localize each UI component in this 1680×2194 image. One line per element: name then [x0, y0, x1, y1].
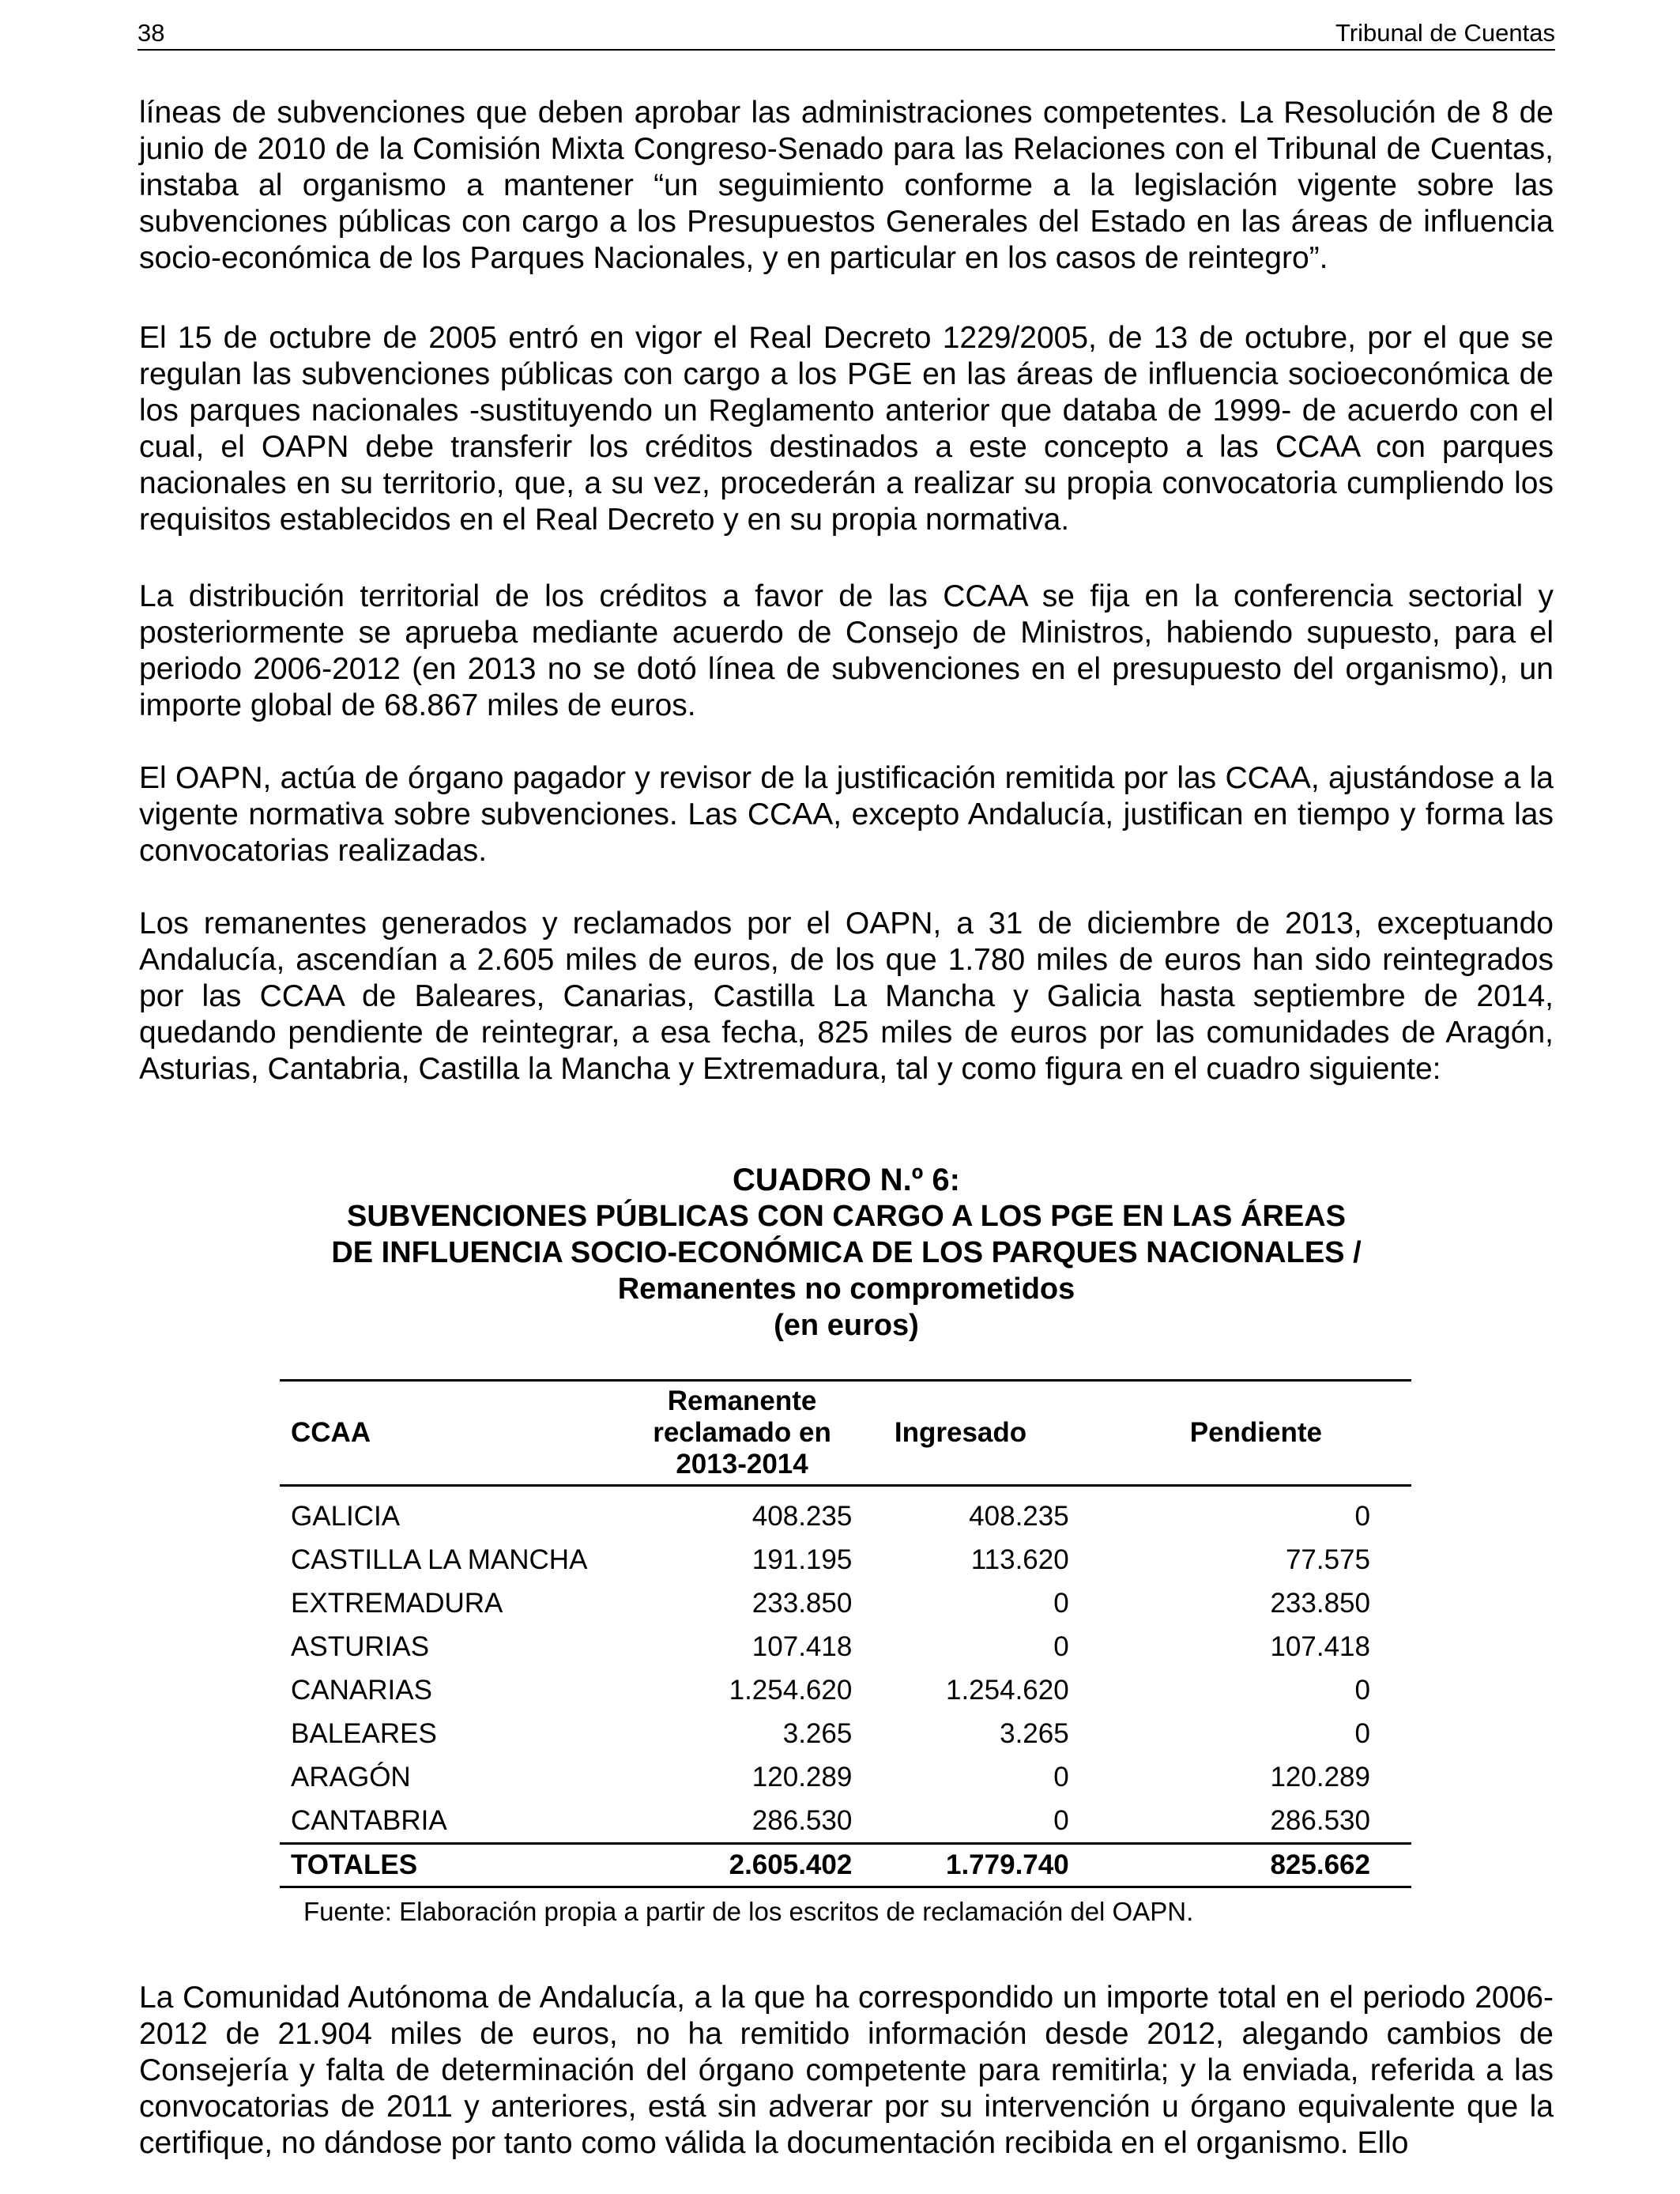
cell-ingresado: 0 [1053, 1630, 1069, 1662]
table-row [280, 1625, 1411, 1668]
cell-ingresado: 0 [1053, 1587, 1069, 1619]
table-row [280, 1486, 1411, 1539]
cell-ccaa: ASTURIAS [291, 1630, 430, 1662]
cell-ingresado: 113.620 [970, 1544, 1069, 1575]
header-remanente-line: Remanente [667, 1385, 817, 1416]
table-row [280, 1712, 1411, 1755]
table-header-row [280, 1381, 1411, 1486]
table-title-line: (en euros) [774, 1309, 919, 1342]
cell-remanente: 408.235 [751, 1500, 853, 1532]
cell-remanente: 107.418 [751, 1630, 853, 1662]
table-title-line: SUBVENCIONES PÚBLICAS CON CARGO A LOS PGE EN LAS ÁREAS [347, 1200, 1346, 1233]
paragraph-5: Los remanentes generados y reclamados por el OAPN, a 31 de diciembre de 2013, exceptuando Andalucía, ascendían a 2.605 miles de euros, de los que 1.780 miles de euros han sido reintegrados por las CCAA de Baleares, Canarias, Castilla La Mancha y Galicia hasta septiembre de 2014, quedando pendiente de reintegrar, a esa fecha, 825 miles de euros por las comunidades de Aragón, Asturias, Cantabria, Castilla la Mancha y Extremadura, tal y como figura en el cuadro siguiente: [139, 907, 1554, 1086]
table-row [280, 1668, 1411, 1712]
cell-pendiente: 0 [1354, 1500, 1370, 1532]
cell-ingresado: 3.265 [1000, 1717, 1069, 1749]
totals-pendiente: 825.662 [1069, 1844, 1411, 1887]
cell-remanente: 3.265 [782, 1717, 853, 1749]
paragraph-3: La distribución territorial de los créditos a favor de las CCAA se fija en la conferencia sectorial y posteriormente se aprueba mediante acuerdo de Consejo de Ministros, habiendo supuesto, para el periodo 2006-2012 (en 2013 no se dotó línea de subvenciones en el presupuesto del organismo), un importe global de 68.867 miles de euros. [139, 579, 1554, 722]
table-title-line: Remanentes no comprometidos [617, 1272, 1075, 1306]
table-row [280, 1538, 1411, 1581]
header-ccaa: CCAA [280, 1381, 616, 1486]
header-remanente [616, 1381, 853, 1486]
subsidies-table [280, 1379, 1411, 1888]
table-row [280, 1755, 1411, 1799]
table-title-line: DE INFLUENCIA SOCIO-ECONÓMICA DE LOS PARQUES NACIONALES / [331, 1236, 1362, 1269]
cell-remanente: 191.195 [751, 1544, 853, 1575]
cell-pendiente: 77.575 [1285, 1544, 1370, 1575]
header-organization: Tribunal de Cuentas [1335, 19, 1555, 47]
table-title [139, 1162, 1554, 1344]
cell-pendiente: 233.850 [1270, 1587, 1370, 1619]
totals-remanente: 2.605.402 [616, 1844, 853, 1887]
cell-ingresado: 0 [1053, 1804, 1069, 1836]
cell-remanente: 1.254.620 [729, 1674, 853, 1706]
cell-ccaa: GALICIA [291, 1500, 401, 1532]
cell-ingresado: 408.235 [969, 1500, 1069, 1532]
cell-ccaa: ARAGÓN [291, 1761, 411, 1793]
table-row [280, 1581, 1411, 1625]
cell-remanente: 286.530 [751, 1804, 853, 1836]
cell-ccaa: EXTREMADURA [291, 1587, 503, 1619]
table-source: Fuente: Elaboración propia a partir de los escritos de reclamación del OAPN. [303, 1897, 1194, 1926]
header-pendiente: Pendiente [1069, 1381, 1411, 1486]
cell-pendiente: 286.530 [1270, 1804, 1370, 1836]
paragraph-4: El OAPN, actúa de órgano pagador y revisor de la justificación remitida por las CCAA, ajustándose a la vigente normativa sobre subvenciones. Las CCAA, excepto Andalucía, justifican en tiempo y forma las convocatorias realizadas. [139, 761, 1554, 868]
header-ingresado: Ingresado [852, 1381, 1068, 1486]
table-totals-row [280, 1844, 1411, 1887]
header-remanente-line: reclamado en [653, 1417, 831, 1448]
paragraph-6: La Comunidad Autónoma de Andalucía, a la que ha correspondido un importe total en el periodo 2006-2012 de 21.904 miles de euros, no ha remitido información desde 2012, alegando cambios de Consejería y falta de determinación del órgano competente para remitirla; y la enviada, referida a las convocatorias de 2011 y anteriores, está sin adverar por su intervención u órgano equivalente que la certifique, no dándose por tanto como válida la documentación recibida en el organismo. Ello [139, 1981, 1554, 2160]
cell-ingresado: 0 [1053, 1761, 1069, 1793]
cell-ccaa: BALEARES [291, 1717, 437, 1749]
cell-remanente: 120.289 [751, 1761, 853, 1793]
cell-remanente: 233.850 [751, 1587, 853, 1619]
paragraph-1: líneas de subvenciones que deben aprobar las administraciones competentes. La Resolución de 8 de junio de 2010 de la Comisión Mixta Congreso-Senado para las Relaciones con el Tribunal de Cuentas, instaba al organismo a mantener “un seguimiento conforme a la legislación vigente sobre las subvenciones públicas con cargo a los Presupuestos Generales del Estado en las áreas de influencia socio-económica de los Parques Nacionales, y en particular en los casos de reintegro”. [139, 96, 1554, 275]
header-remanente-line: 2013-2014 [676, 1449, 808, 1480]
cell-ccaa: CANTABRIA [291, 1804, 447, 1836]
cell-ingresado: 1.254.620 [945, 1674, 1069, 1706]
table-row [280, 1799, 1411, 1844]
paragraph-2: El 15 de octubre de 2005 entró en vigor el Real Decreto 1229/2005, de 13 de octubre, por el que se regulan las subvenciones públicas con cargo a los PGE en las áreas de influencia socioeconómica de los parques nacionales -sustituyendo un Reglamento anterior que databa de 1999- de acuerdo con el cual, el OAPN debe transferir los créditos destinados a este concepto a las CCAA con parques nacionales en su territorio, que, a su vez, procederán a realizar su propia convocatoria cumpliendo los requisitos establecidos en el Real Decreto y en su propia normativa. [139, 321, 1554, 537]
table-title-line: CUADRO N.º 6: [733, 1163, 960, 1197]
page-header [137, 16, 1555, 51]
totals-ingresado: 1.779.740 [852, 1844, 1068, 1887]
page-number: 38 [137, 19, 165, 47]
cell-pendiente: 0 [1354, 1674, 1370, 1706]
cell-pendiente: 107.418 [1270, 1630, 1370, 1662]
cell-pendiente: 0 [1354, 1717, 1370, 1749]
totals-label: TOTALES [280, 1844, 616, 1887]
cell-pendiente: 120.289 [1270, 1761, 1370, 1793]
cell-ccaa: CASTILLA LA MANCHA [291, 1544, 588, 1575]
cell-ccaa: CANARIAS [291, 1674, 432, 1706]
